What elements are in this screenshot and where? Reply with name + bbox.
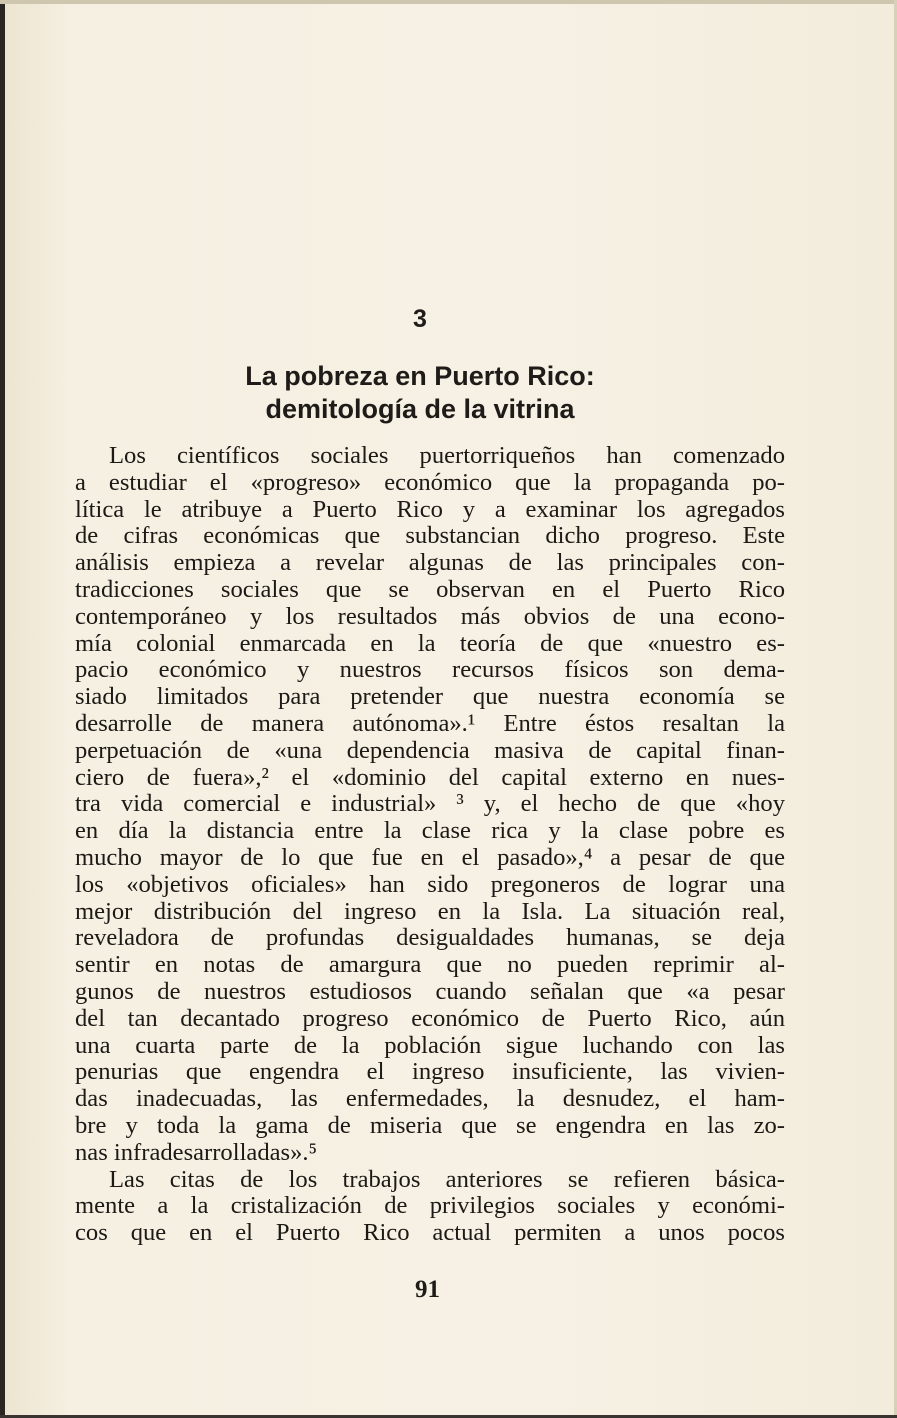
chapter-title-line-1: La pobreza en Puerto Rico: (245, 361, 595, 391)
body-line: desarrolle de manera autónoma».¹ Entre éstos resaltan la (75, 709, 785, 737)
body-line: del tan decantado progreso económico de Puerto Rico, aún (75, 1004, 785, 1032)
body-line: en día la distancia entre la clase rica y la clase pobre es (75, 817, 785, 845)
body-line: perpetuación de «una dependencia masiva de capital finan- (75, 736, 785, 764)
page-left-edge (0, 0, 5, 1418)
body-line: tradicciones sociales que se observan en el Puerto Rico (75, 575, 785, 603)
body-line: mente a la cristalización de privilegios sociales y económi- (75, 1192, 785, 1220)
body-line: gunos de nuestros estudiosos cuando señalan que «a pesar (75, 977, 785, 1005)
body-text (75, 443, 785, 1247)
body-line: nas infradesarrolladas».⁵ (75, 1138, 318, 1166)
body-line: mucho mayor de lo que fue en el pasado»,⁴ a pesar de que (75, 843, 785, 871)
body-line: mejor distribución del ingreso en la Isla. La situación real, (75, 897, 785, 925)
body-line: Las citas de los trabajos anteriores se refieren básica- (109, 1165, 785, 1193)
body-line: de cifras económicas que substancian dicho progreso. Este (75, 522, 785, 550)
body-line: reveladora de profundas desigualdades humanas, se deja (75, 924, 785, 952)
body-line: mía colonial enmarcada en la teoría de que «nuestro es- (75, 629, 785, 657)
body-line: cos que en el Puerto Rico actual permiten a unos pocos (75, 1219, 785, 1247)
body-line: das inadecuadas, las enfermedades, la desnudez, el ham- (75, 1085, 785, 1113)
chapter-title-line-2: demitología de la vitrina (265, 394, 575, 424)
body-line: a estudiar el «progreso» económico que la propaganda po- (75, 468, 785, 496)
body-line: ciero de fuera»,² el «dominio del capital externo en nues- (75, 763, 785, 791)
body-line: una cuarta parte de la población sigue luchando con las (75, 1031, 785, 1059)
body-line: pacio económico y nuestros recursos físicos son dema- (75, 656, 785, 684)
body-line: tra vida comercial e industrial» ³ y, el hecho de que «hoy (75, 790, 785, 818)
body-line: sentir en notas de amargura que no pueden reprimir al- (75, 951, 785, 979)
body-line: los «objetivos oficiales» han sido pregoneros de lograr una (75, 870, 785, 898)
body-line: penurias que engendra el ingreso insuficiente, las vivien- (75, 1058, 785, 1086)
body-line: lítica le atribuye a Puerto Rico y a examinar los agregados (75, 495, 785, 523)
body-line: bre y toda la gama de miseria que se engendra en las zo- (75, 1111, 785, 1139)
chapter-number: 3 (413, 305, 427, 333)
body-line: análisis empieza a revelar algunas de las principales con- (75, 549, 785, 577)
body-line: Los científicos sociales puertorriqueños han comenzado (109, 442, 785, 469)
body-line: siado limitados para pretender que nuestra economía se (75, 683, 785, 711)
body-line: contemporáneo y los resultados más obvios de una econo- (75, 602, 785, 630)
page-top-edge (0, 0, 897, 4)
page-number: 91 (415, 1276, 440, 1303)
chapter-title (0, 360, 840, 426)
